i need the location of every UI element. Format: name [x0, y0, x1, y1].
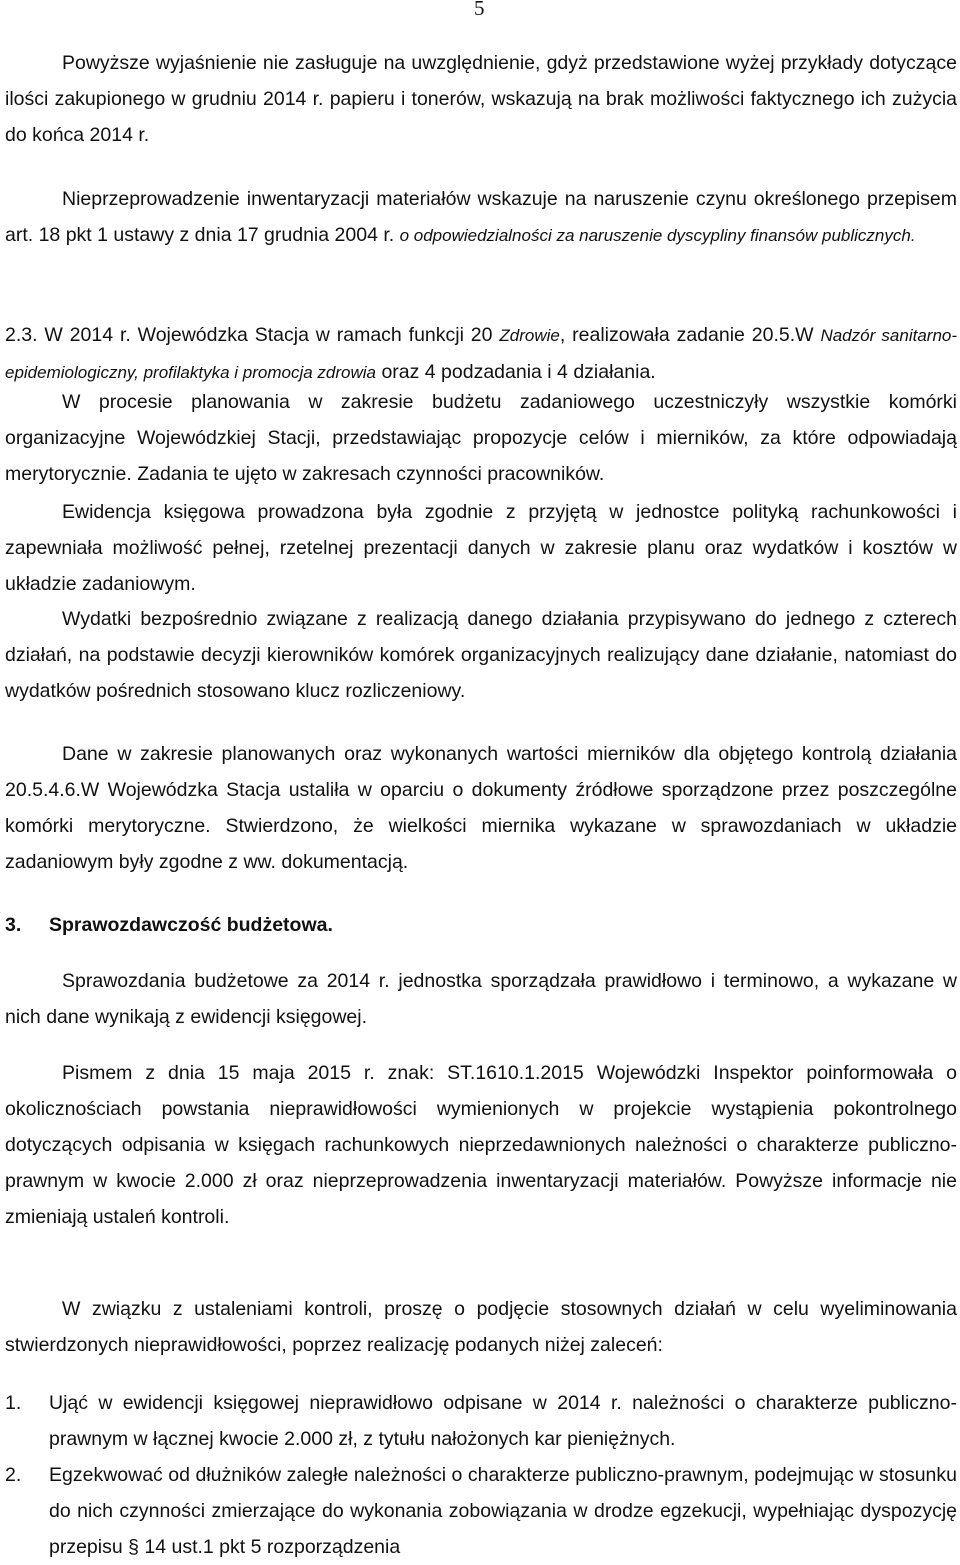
paragraph-accounting: Ewidencja księgowa prowadzona była zgodnie z przyjętą w jednostce polityką rachunkowości i zapewniała możliwość pełnej, rzetelnej prezentacji danych w zakresie planu oraz wydatków i kosztów w układzie zadaniowym. — [5, 501, 957, 595]
paragraph-planning: W procesie planowania w zakresie budżetu zadaniowego uczestniczyły wszystkie komórki organizacyjne Wojewódzkiej Stacji, przedstawiając propozycje celów i mierników, za które odpowiadają merytorycznie. Zadania te ujęto w zakresach czynności pracowników. — [5, 391, 957, 485]
paragraph-letter: Pismem z dnia 15 maja 2015 r. znak: ST.1610.1.2015 Wojewódzki Inspektor poinformowała o okolicznościach powstania nieprawidłowości wymienionych w projekcie wystąpienia pokontrolnego dotyczących odpisania w księgach rachunkowych nieprzedawnionych należności o charakterze publiczno-prawnym w kwocie 2.000 zł oraz nieprzeprowadzenia inwentaryzacji materiałów. Powyższe informacje nie zmieniają ustaleń kontroli. — [5, 1062, 957, 1228]
list-text: Ująć w ewidencji księgowej nieprawidłowo odpisane w 2014 r. należności o charakterze publiczno-prawnym w łącznej kwocie 2.000 zł, z tytułu nałożonych kar pieniężnych. — [49, 1392, 957, 1450]
task-name: Nadzór sanitarno-epidemiologiczny, profilaktyka i promocja zdrowia — [5, 326, 958, 382]
task-text-2: , realizowała zadanie 20.5.W — [559, 324, 814, 346]
paragraph-recommendations-intro: W związku z ustaleniami kontroli, proszę o podjęcie stosownych działań w celu wyeliminowania stwierdzonych nieprawidłowości, poprzez realizację podanych niżej zaleceń: — [5, 1298, 957, 1356]
paragraph-expenses: Wydatki bezpośrednio związane z realizacją danego działania przypisywano do jednego z czterech działań, na podstawie decyzji kierowników komórek organizacyjnych realizujący dane działanie, natomiast do wydatków pośrednich stosowano klucz rozliczeniowy. — [5, 608, 957, 702]
task-text-3: oraz 4 podzadania i 4 działania. — [381, 361, 656, 383]
list-item — [5, 1385, 957, 1457]
list-item — [5, 1457, 957, 1565]
paragraph-measures: Dane w zakresie planowanych oraz wykonanych wartości mierników dla objętego kontrolą działania 20.5.4.6.W Wojewódzka Stacja ustaliła w oparciu o dokumenty źródłowe sporządzone przez poszczególne komórki merytoryczne. Stwierdzono, że wielkości miernika wykazane w sprawozdaniach w układzie zadaniowym były zgodne z ww. dokumentacją. — [5, 743, 957, 873]
section-number: 3. — [5, 914, 22, 936]
paragraph-inventory-text: Nieprzeprowadzenie inwentaryzacji materiałów wskazuje na naruszenie czynu określonego przepisem art. 18 pkt 1 ustawy z dnia 17 grudnia 2004 r. — [5, 188, 957, 246]
paragraph-inventory-violation — [5, 181, 957, 254]
list-number: 1. — [5, 1392, 22, 1414]
act-title: o odpowiedzialności za naruszenie dyscypliny finansów publicznych. — [399, 226, 916, 245]
list-number: 2. — [5, 1464, 22, 1486]
section-title: Sprawozdawczość budżetowa. — [49, 914, 333, 936]
section-heading — [5, 907, 333, 943]
paragraph-reports: Sprawozdania budżetowe za 2014 r. jednostka sporządzała prawidłowo i terminowo, a wykazane w nich dane wynikają z ewidencji księgowej. — [5, 970, 957, 1028]
paragraph-task-budget — [5, 317, 957, 391]
list-text: Egzekwować od dłużników zaległe należności o charakterze publiczno-prawnym, podejmując w stosunku do nich czynności zmierzające do wykonania zobowiązania w drodze egzekucji, wypełniając dyspozycję przepisu § 14 ust.1 pkt 5 rozporządzenia — [49, 1464, 957, 1558]
page-number: 5 — [474, 0, 485, 20]
task-text-1: 2.3. W 2014 r. Wojewódzka Stacja w ramach funkcji 20 — [5, 324, 493, 346]
paragraph-explanation: Powyższe wyjaśnienie nie zasługuje na uwzględnienie, gdyż przedstawione wyżej przykłady dotyczące ilości zakupionego w grudniu 2014 r. papieru i tonerów, wskazują na brak możliwości faktycznego ich zużycia do końca 2014 r. — [5, 52, 957, 146]
function-name: Zdrowie — [499, 326, 560, 345]
